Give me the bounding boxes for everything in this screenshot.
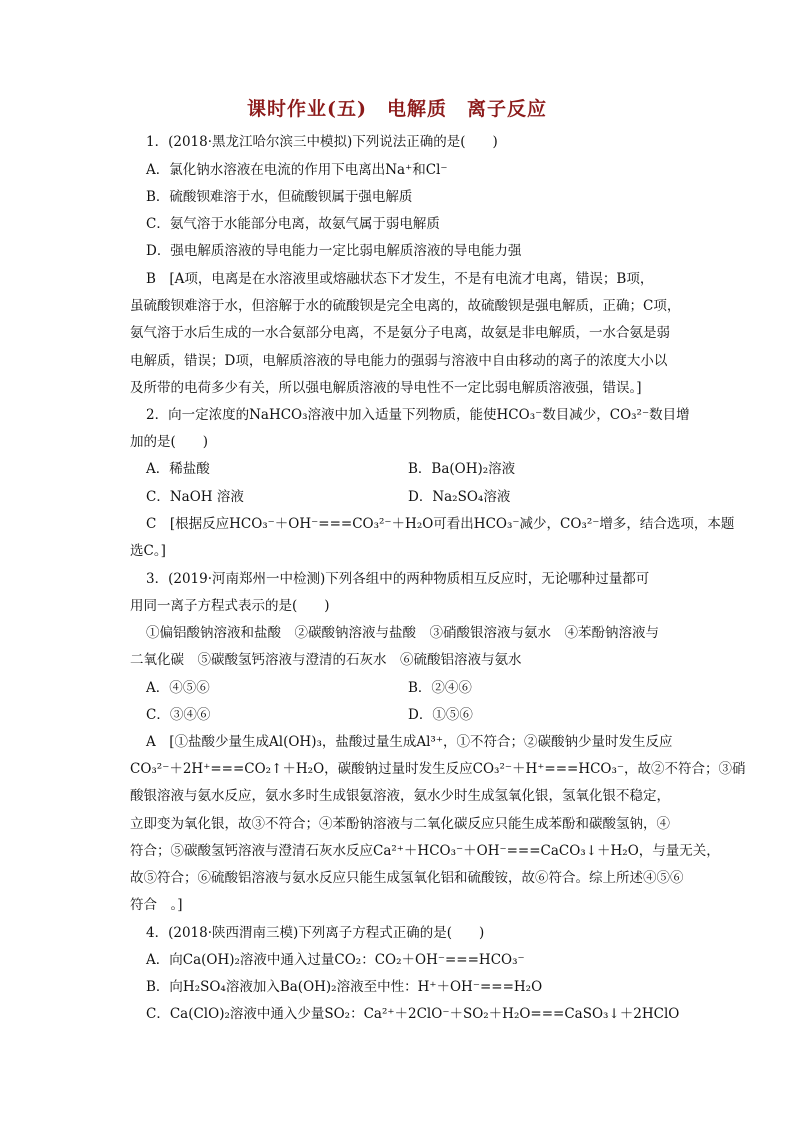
q2-answer-line: 选C。] [130,543,166,559]
q1-answer-line: 虽硫酸钡难溶于水，但溶解于水的硫酸钡是完全电离的，故硫酸钡是强电解质，正确；C项， [130,298,681,314]
q2-option-b: B．Ba(OH)₂溶液 [408,461,516,477]
q1-answer-line: B [A项，电离是在水溶液里或熔融状态下才发生，不是有电流才电离，错误；B项， [146,271,654,287]
q3-answer-line: CO₃²⁻＋2H⁺===CO₂↑＋H₂O，碳酸钠过量时发生反应CO₃²⁻＋H⁺===HCO₃⁻，故②不符合；③硝 [130,761,746,777]
q3-item-list: 二氧化碳 ⑤碳酸氢钙溶液与澄清的石灰水 ⑥硫酸铝溶液与氨水 [130,652,522,668]
q3-answer-line: 酸银溶液与氨水反应，氨水多时生成银氨溶液，氨水少时生成氢氧化银，氢氧化银不稳定， [130,788,670,804]
q1-stem: 1．(2018·黑龙江哈尔滨三中模拟)下列说法正确的是( ) [146,134,498,150]
q1-answer-line: 及所带的电荷多少有关，所以强电解质溶液的导电性不一定比弱电解质溶液强，错误。] [130,380,642,396]
q1-answer-line: 氨气溶于水后生成的一水合氨部分电离，不是氨分子电离，故氨是非电解质，一水合氨是弱 [130,325,670,341]
q2-option-a: A．稀盐酸 [146,461,210,477]
q2-stem: 加的是( ) [130,434,209,450]
q1-option-b: B．硫酸钡难溶于水，但硫酸钡属于强电解质 [146,189,413,205]
q1-option-c: C．氨气溶于水能部分电离，故氨气属于弱电解质 [146,216,440,232]
q3-option-d: D．①⑤⑥ [408,707,473,723]
q4-option-a: A．向Ca(OH)₂溶液中通入过量CO₂：CO₂＋OH⁻===HCO₃⁻ [146,952,525,968]
q4-option-b: B．向H₂SO₄溶液加入Ba(OH)₂溶液至中性：H⁺＋OH⁻===H₂O [146,979,543,995]
q3-item-list: ①偏铝酸钠溶液和盐酸 ②碳酸钠溶液与盐酸 ③硝酸银溶液与氨水 ④苯酚钠溶液与 [146,625,659,641]
q2-stem: 2．向一定浓度的NaHCO₃溶液中加入适量下列物质，能使HCO₃⁻数目减少，CO₃²⁻数目增 [146,407,690,423]
q3-option-c: C．③④⑥ [146,707,211,723]
q1-answer-line: 电解质，错误；D项，电解质溶液的导电能力的强弱与溶液中自由移动的离子的浓度大小以 [130,353,668,369]
q3-answer-line: 立即变为氧化银，故③不符合；④苯酚钠溶液与二氧化碳反应只能生成苯酚和碳酸氢钠，④ [130,816,670,832]
q3-answer-line: A [①盐酸少量生成Al(OH)₃，盐酸过量生成Al³⁺，①不符合；②碳酸钠少量时发生反应 [146,734,673,750]
q3-option-b: B．②④⑥ [408,680,472,696]
q4-stem: 4．(2018·陕西渭南三模)下列离子方程式正确的是( ) [146,925,485,941]
q1-option-d: D．强电解质溶液的导电能力一定比弱电解质溶液的导电能力强 [146,243,522,259]
q3-answer-line: 符合 。] [130,897,183,913]
q3-stem: 3．(2019·河南郑州一中检测)下列各组中的两种物质相互反应时，无论哪种过量都可 [146,571,650,587]
q2-option-c: C．NaOH 溶液 [146,489,244,505]
page-title: 课时作业(五) 电解质 离子反应 [247,98,547,120]
q2-answer-line: C [根据反应HCO₃⁻＋OH⁻===CO₃²⁻＋H₂O可看出HCO₃⁻减少，CO₃²⁻增多，结合选项，本题 [146,516,735,532]
q1-option-a: A．氯化钠水溶液在电流的作用下电离出Na⁺和Cl⁻ [146,162,448,178]
q3-option-a: A．④⑤⑥ [146,680,210,696]
q2-option-d: D．Na₂SO₄溶液 [408,489,511,505]
q3-answer-line: 符合；⑤碳酸氢钙溶液与澄清石灰水反应Ca²⁺＋HCO₃⁻＋OH⁻===CaCO₃↓＋H₂O，与量无关， [130,843,720,859]
q3-answer-line: 故⑤符合；⑥硫酸铝溶液与氨水反应只能生成氢氧化铝和硫酸铵，故⑥符合。综上所述④⑤⑥ [130,870,684,886]
q4-option-c: C．Ca(ClO)₂溶液中通入少量SO₂：Ca²⁺＋2ClO⁻＋SO₂＋H₂O===CaSO₃↓＋2HClO [146,1006,680,1022]
q3-stem: 用同一离子方程式表示的是( ) [130,598,330,614]
